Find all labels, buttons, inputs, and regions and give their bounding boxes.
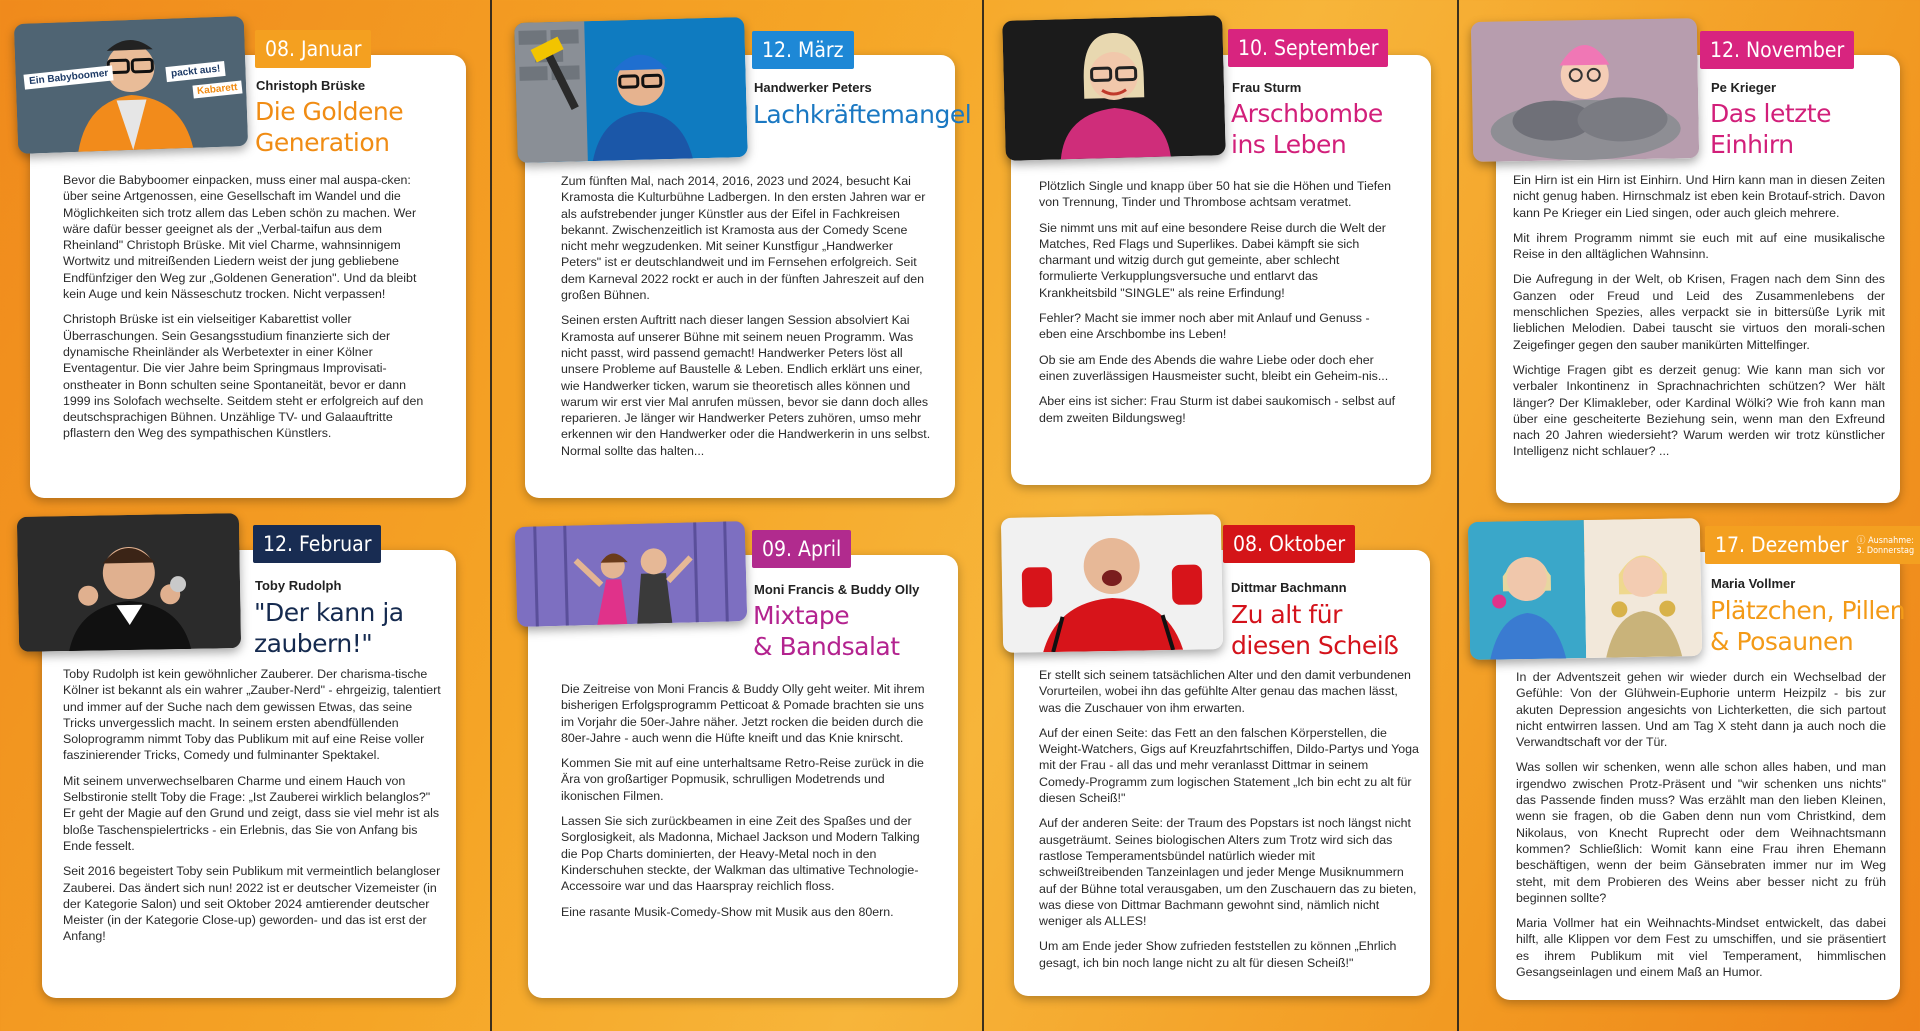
title-line: Das letzte xyxy=(1710,99,1831,128)
paragraph: Zum fünften Mal, nach 2014, 2016, 2023 und 2024, besucht Kai Kramosta die Kulturbühne Ladbergen. In den ersten Jahren war er als aufstrebender junger Künstler aus der Eifel in Fachkreisen bekannt. Zwischenzeitlich ist Kramosta aus der Comedy Scene nicht mehr wegzudenken. Mit seiner Kunstfigur „Handwerker Peters" ist er deutschlandweit und im Fernsehen erfolgreich. Seit dem Karneval 2022 rockt er auch in der fünften Jahreszeit auf den großen Bühnen. xyxy=(561,174,926,303)
event-title xyxy=(1710,595,1905,657)
paragraph: Sie nimmt uns mit auf eine besondere Reise durch die Welt der Matches, Red Flags und Superlikes. Dabei kämpft sie sich charmant und witzig durch gut gemeinte, aber schlecht formulierte Verkupplungsversuche und entlarvt das Krankheitsbild "SINGLE" als reine Erfindung! xyxy=(1039,220,1386,300)
event-description xyxy=(1516,669,1886,989)
title-line: ins Leben xyxy=(1231,130,1347,159)
event-description xyxy=(561,681,939,929)
title-line: Arschbombe xyxy=(1231,99,1383,128)
fold-line xyxy=(982,0,984,1031)
event-title xyxy=(1231,599,1398,661)
paragraph: Eine rasante Musik-Comedy-Show mit Musik aus den 80ern. xyxy=(561,904,894,919)
paragraph: Auf der einen Seite: das Fett an den falschen Körperstellen, die Weight-Watchers, Gigs auf Kreuzfahrtschiffen, Dildo-Partys und Yoga mit der Frau - all das und mehr veranlasst Dittmar in seinem Comedy-Programm zum logischen Statement „Ich bin echt zu alt für diesen Scheiß!" xyxy=(1039,725,1419,806)
paragraph: Die Zeitreise von Moni Francis & Buddy Olly geht weiter. Mit ihrem bisherigen Erfolgsprogramm Petticoat & Pomade brachten sie uns im Vorjahr die 50er-Jahre näher. Jetzt rocken die beiden durch die 80er-Jahre - auch wenn die Hüfte kneift und das Knie knirscht. xyxy=(561,682,925,745)
artist-name: Maria Vollmer xyxy=(1711,576,1796,591)
artist-name: Christoph Brüske xyxy=(256,78,366,93)
title-line: diesen Scheiß xyxy=(1231,631,1399,660)
event-date: 12. Februar xyxy=(253,525,381,563)
title-line: Generation xyxy=(255,128,390,157)
paragraph: Ob sie am Ende des Abends die wahre Liebe oder doch eher einen zuverlässigen Hausmeister sucht, bleibt ein Geheim-nis... xyxy=(1039,352,1389,383)
artist-photo-handwerker-peters xyxy=(514,17,748,163)
photo-label-kabarett: Kabarett xyxy=(192,80,242,98)
event-description xyxy=(63,172,437,451)
date-note: ⓘ Ausnahme: 3. Donnerstag xyxy=(1856,536,1915,556)
artist-name: Dittmar Bachmann xyxy=(1231,580,1347,595)
paragraph: In der Adventszeit gehen wir wieder durch ein Wechselbad der Gefühle: Von der Glühwein-Euphorie unterm Heizpilz - bis zur akuten Depression angesichts von Lichterketten, die sich partout nicht entwirren lassen. Und am Tag X steht dann ja auch noch die Verwandtschaft vor der Tür. xyxy=(1516,670,1886,750)
paragraph: Er stellt sich seinem tatsächlichen Alter und den damit verbundenen Vorurteilen, wobei ihn das gefühlte Alter genau das machen lässt, was die Zuschauer von ihm erwarten. xyxy=(1039,668,1411,715)
date-text: 17. Dezember xyxy=(1715,533,1849,557)
title-line: Zu alt für xyxy=(1231,600,1342,629)
paragraph: Bevor die Babyboomer einpacken, muss einer mal auspa-cken: über seine Artgenossen, eine Gesellschaft im Wandel und die Möglichkeiten sich trotz allem das Leben schön zu machen. Wer wäre dafür besser geeignet als der „Verbal-taifun aus dem Rheinland" Christoph Brüske. Mit viel Charme, wahnsinnigem Wortwitz und mitreißenden Liedern weist der jung gebliebene Endfünfziger den Weg zur „Goldenen Generation". Und da bleibt kein Auge und kein Nässeschutz trocken. Nicht verpassen! xyxy=(63,173,417,302)
photo-label-packt-aus: packt aus! xyxy=(165,61,226,82)
event-date xyxy=(1705,526,1920,564)
paragraph: Was sollen wir schenken, wenn alle schon alles haben, und man irgendwo zwischen Protz-Präsent und "wir schenken uns nichts" das Passende finden muss? Was erzählt man den lieben Kleinen, wenn sie fragen, ob die Gaben denn nun vom Christkind, dem Nikolaus, von Knecht Ruprecht oder dem Weihnachtsmann kommen? Schließlich: Womit kann eine Frau ihren Ehemann beschäftigen, wenn der beim Gänsebraten immer nur im Weg steht, mit dem Probieren des Weins aber besser nicht zu früh beginnen sollte? xyxy=(1516,760,1886,905)
paragraph: Die Aufregung in der Welt, ob Krisen, Fragen nach dem Sinn des Ganzen oder Freud und Leid des Zusammenlebens der menschlichen Spezies, alles verpackt sie in bittersüße Lyrik mit lieblichen Melodien. Dabei tauscht sie virtuos den morali-schen Zeigefinger gegen den sauber manikürten Mittelfinger. xyxy=(1513,272,1885,352)
fold-line xyxy=(1457,0,1459,1031)
artist-name: Pe Krieger xyxy=(1711,80,1777,95)
paragraph: Seinen ersten Auftritt nach dieser langen Session absolviert Kai Kramosta auf unserer Bühne mit seinem neuen Programm. Was nicht passt, wird passend gemacht! Handwerker Peters löst all unsere Probleme auf Baustelle & Leben. Endlich erklärt uns einer, wie Handwerker ticken, warum sie theoretisch alles können und warum wir erst vier Mal anrufen müssen, bevor sie dann doch alles reparieren. Je länger wir Handwerker Peters zuhören, umso mehr erkennen wir den Handwerker oder die Handwerkerin in uns selbst. Normal sollte das halten... xyxy=(561,313,931,458)
event-description xyxy=(1513,172,1885,469)
event-date: 12. November xyxy=(1700,31,1854,69)
event-title xyxy=(1710,98,1831,160)
event-date: 08. Oktober xyxy=(1223,525,1355,563)
title-line: Die Goldene xyxy=(255,97,404,126)
paragraph: Seit 2016 begeistert Toby sein Publikum mit vermeintlich belangloser Zauberei. Das ändert sich nun! 2022 ist er deutscher Vizemeister (in der Kategorie Salon) und seit Oktober 2024 amtierender deutscher Meister (in der Kategorie Close-up) geworden- und das ist erst der Anfang! xyxy=(63,864,441,944)
paragraph: Wichtige Fragen gibt es derzeit genug: Wie kann man sich vor verbaler Inkontinenz in Sprachnachrichten schützen? Wer hält länger? Der Klimakleber, oder Kardinal Wölki? Wie froh kann man über eine gescheiterte Beziehung sein, wenn man den Exfreund nach 20 Jahren wiedersieht? Warum werden wir trotz künstlicher Intelligenz nicht schlauer? ... xyxy=(1513,362,1885,459)
paragraph: Christoph Brüske ist ein vielseitiger Kabarettist voller Überraschungen. Sein Gesangsstudium finanzierte sich der dynamische Rheinländer als Werbetexter in einer Kölner Eventagentur. Die vier Jahre beim Springmaus Improvisati-onstheater in Bonn schulten seine Spontaneität, bevor er dann 1999 ins Solofach wechselte. Seitdem steht er erfolgreich auf den deutschsprachigen Bühnen. Unzählige TV- und Galaauftritte pflastern den Weg des sympathischen Künstlers. xyxy=(63,312,424,441)
artist-photo-moni-francis-buddy-olly xyxy=(515,521,748,627)
artist-photo-maria-vollmer xyxy=(1468,518,1702,660)
event-date: 12. März xyxy=(752,31,854,69)
artist-name: Handwerker Peters xyxy=(754,80,872,95)
paragraph: Maria Vollmer hat ein Weihnachts-Mindset entwickelt, das dabei hilft, alle Klippen vor dem Fest zu umschiffen, und sie präsentiert es ihrem Publikum mit viel Temperament, himmlischen Gesangseinlagen und einem Maß an Humor. xyxy=(1516,916,1886,980)
fold-line xyxy=(490,0,492,1031)
event-title xyxy=(753,600,900,662)
artist-photo-toby-rudolph xyxy=(17,513,241,652)
paragraph: Ein Hirn ist ein Hirn ist Einhirn. Und Hirn kann man in diesen Zeiten nicht genug haben. Hirnschmalz ist eben kein Brotauf-strich. Davon kann Pe Krieger ein Lied singen, oder auch gleich mehrere. xyxy=(1513,173,1885,220)
photo-label-babyboomer: Ein Babyboomer xyxy=(23,65,114,89)
paragraph: Plötzlich Single und knapp über 50 hat sie die Höhen und Tiefen von Trennung, Tinder und Thrombose achtsam veratmet. xyxy=(1039,179,1392,210)
artist-name: Toby Rudolph xyxy=(255,578,342,593)
event-description xyxy=(63,666,443,954)
paragraph: Mit seinem unverwechselbaren Charme und einem Hauch von Selbstironie stellt Toby die Frage: „Ist Zauberei wirklich belanglos?" Er geht der Magie auf den Grund und zeigt, dass sie viel mehr ist als bloße Taschenspielertricks - ein Erlebnis, das Sie von Anfang bis Ende fesselt. xyxy=(63,773,440,853)
title-line: & Bandsalat xyxy=(753,632,900,661)
event-title xyxy=(753,99,971,130)
paragraph: Um am Ende jeder Show zufrieden feststellen zu können „Ehrlich gesagt, ich bin noch lange nicht zu alt für diesen Scheiß!" xyxy=(1039,939,1397,970)
event-title xyxy=(254,597,404,659)
paragraph: Auf der anderen Seite: der Traum des Popstars ist noch längst nicht ausgeträumt. Seines biologischen Alters zum Trotz wird sich das rastlose Temperamentsbündel natürlich wieder mit schweißtreibenden Tanzeinlagen und jeder Menge Musiknummern auf der Bühne total verausgaben, um den Zuschauern das zu bieten, was diese von Dittmar Bachmann gewohnt sind, nämlich nicht weniger als ALLES! xyxy=(1039,816,1417,929)
paragraph: Mit ihrem Programm nimmt sie euch mit auf eine musikalische Reise in den alltäglichen Wahnsinn. xyxy=(1513,230,1885,262)
event-date: 08. Januar xyxy=(255,30,371,68)
title-line: "Der kann ja xyxy=(254,598,404,627)
artist-name: Moni Francis & Buddy Olly xyxy=(754,582,920,597)
artist-name: Frau Sturm xyxy=(1232,80,1302,95)
artist-photo-dittmar-bachmann xyxy=(1001,514,1223,653)
event-date: 10. September xyxy=(1228,29,1388,67)
event-title xyxy=(255,96,403,158)
title-line: Mixtape xyxy=(753,601,850,630)
event-description xyxy=(1039,178,1399,435)
title-line: Einhirn xyxy=(1710,130,1794,159)
title-line: Plätzchen, Pillen xyxy=(1710,596,1906,625)
paragraph: Aber eins ist sicher: Frau Sturm ist dabei saukomisch - selbst auf dem zweiten Bildungsweg! xyxy=(1039,394,1396,425)
event-description xyxy=(1039,667,1421,980)
title-line: Lachkräftemangel xyxy=(753,100,972,129)
paragraph: Fehler? Macht sie immer noch aber mit Anlauf und Genuss - eben eine Arschbombe ins Leben! xyxy=(1039,311,1370,342)
title-line: zaubern!" xyxy=(254,629,373,658)
artist-photo-pe-krieger xyxy=(1471,18,1699,162)
paragraph: Kommen Sie mit auf eine unterhaltsame Retro-Reise zurück in die Ära von großartiger Popmusik, schrulligen Modetrends und ikonischen Filmen. xyxy=(561,756,924,803)
paragraph: Lassen Sie sich zurückbeamen in eine Zeit des Spaßes und der Sorglosigkeit, als Madonna, Michael Jackson und Modern Talking die Pop Charts dominierten, der Heavy-Metal noch in den Kinderschuhen steckte, der Walkman das ultimative Technologie-Accessoire war und das Haarspray reichlich floss. xyxy=(561,814,920,894)
event-date: 09. April xyxy=(752,530,851,568)
event-description xyxy=(561,173,933,468)
artist-photo-frau-sturm xyxy=(1002,15,1226,161)
event-title xyxy=(1231,98,1383,160)
title-line: & Posaunen xyxy=(1710,627,1854,656)
paragraph: Toby Rudolph ist kein gewöhnlicher Zauberer. Der charisma-tische Kölner ist bekannt als ein wahrer „Zauber-Nerd" - ehrgeizig, talentiert und immer auf der Suche nach dem gewissen Etwas, das seine Tricks unvergesslich macht. In seinem ersten abendfüllenden Soloprogramm nimmt Toby das Publikum mit auf eine Reise voller faszinierender Tricks, Comedy und fulminanter Spektakel. xyxy=(63,667,441,763)
